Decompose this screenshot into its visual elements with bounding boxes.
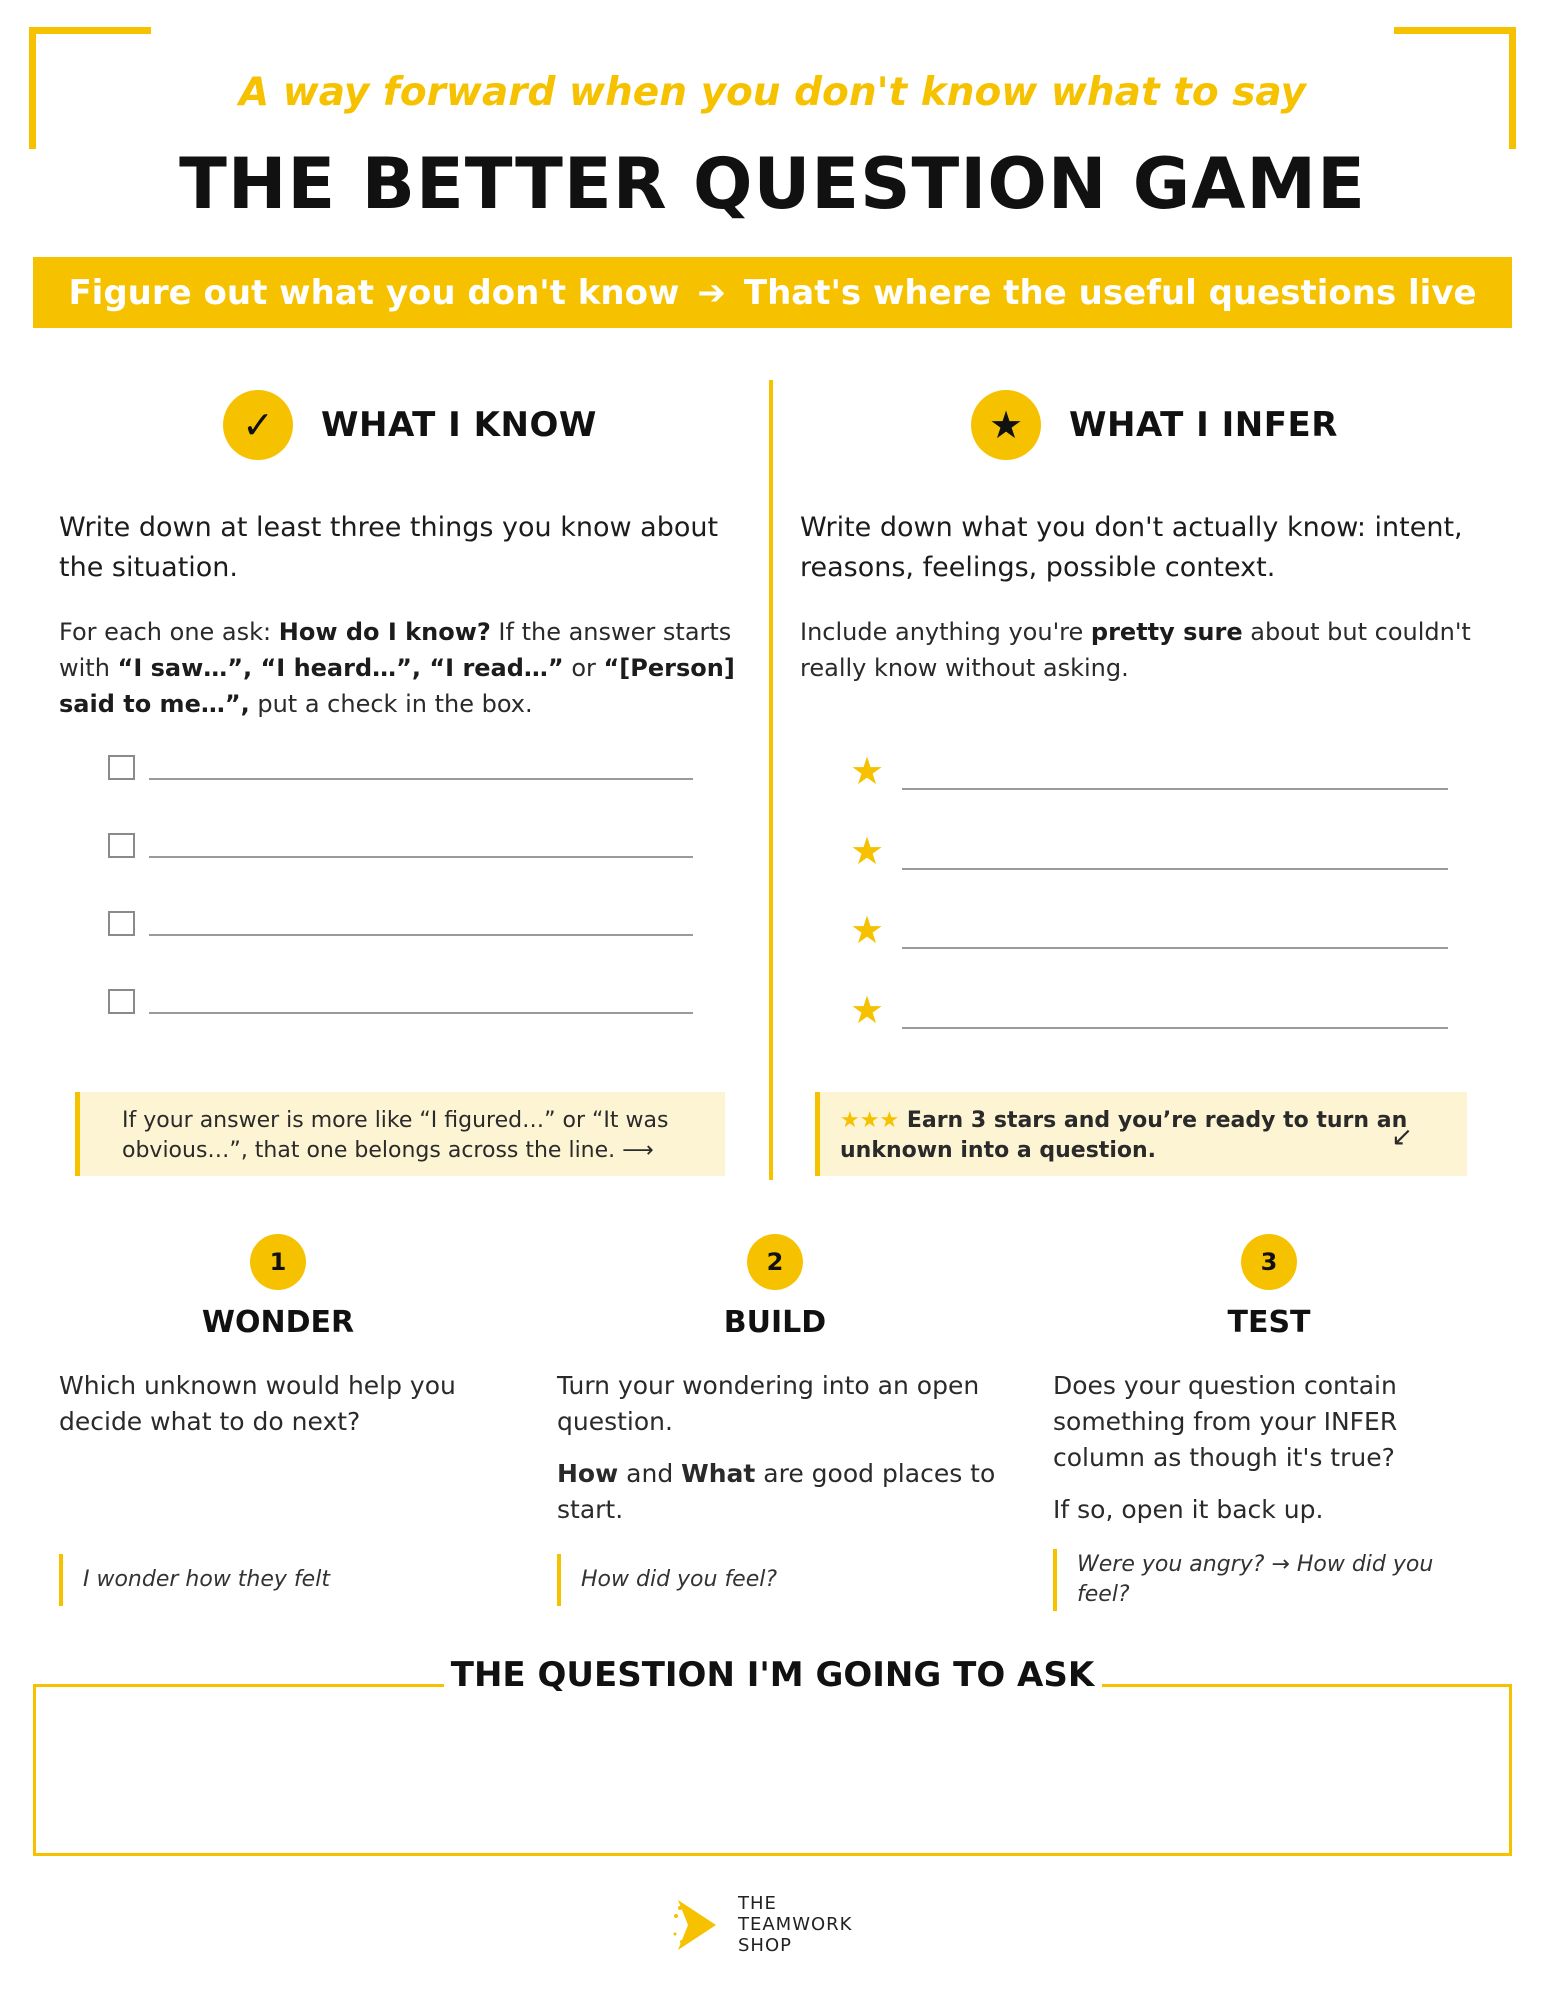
stars-icon: ★★★ xyxy=(840,1108,900,1133)
infer-entry-row[interactable] xyxy=(850,988,1448,1032)
write-line[interactable] xyxy=(149,934,693,936)
infer-instructions xyxy=(800,614,1490,686)
know-note: If your answer is more like “I figured…” or “It was obvious…”, that one belongs across the line. ⟶ xyxy=(75,1092,725,1176)
logo-line-1: THE xyxy=(738,1893,777,1914)
logo-line-2: TEAMWORK xyxy=(738,1914,853,1935)
step-body-text: Does your question contain something from your INFER column as though it's true? xyxy=(1053,1371,1398,1472)
step-number-badge: 1 xyxy=(250,1234,306,1290)
infer-entry-row[interactable] xyxy=(850,749,1448,793)
step-body-text: Turn your wondering into an open question. xyxy=(557,1371,980,1436)
step-body-text-2 xyxy=(557,1456,997,1528)
know-instr-text-1: For each one ask: xyxy=(59,618,279,646)
checkbox[interactable] xyxy=(108,911,135,936)
know-lead: Write down at least three things you know about the situation. xyxy=(59,512,719,583)
know-instr-bold-3: “[Person] said to me…”, xyxy=(59,654,735,718)
star-icon: ★ xyxy=(850,749,885,793)
infer-entry-row[interactable] xyxy=(850,829,1448,873)
banner-left-text: Figure out what you don't know xyxy=(68,272,680,313)
write-line[interactable] xyxy=(902,947,1448,949)
infer-column xyxy=(800,390,1490,686)
question-answer-box[interactable] xyxy=(33,1684,1512,1856)
star-icon: ★ xyxy=(850,988,885,1032)
page-title: THE BETTER QUESTION GAME xyxy=(179,143,1366,225)
star-icon: ★ xyxy=(850,829,885,873)
checkbox[interactable] xyxy=(108,989,135,1014)
step-body xyxy=(557,1368,997,1544)
write-line[interactable] xyxy=(902,1027,1448,1029)
step-body-bold: How xyxy=(557,1459,619,1488)
infer-instr-text-2: about but couldn't really know without asking. xyxy=(800,618,1471,682)
teamwork-shop-logo-icon xyxy=(672,1896,722,1954)
write-line[interactable] xyxy=(902,788,1448,790)
infer-note-text: Earn 3 stars and you’re ready to turn an unknown into a question. xyxy=(840,1108,1408,1163)
write-line[interactable] xyxy=(149,856,693,858)
step-body xyxy=(59,1368,499,1456)
know-instr-bold-2: “I saw…”, “I heard…”, “I read…” xyxy=(117,654,564,682)
step-example: How did you feel? xyxy=(557,1554,977,1606)
step-number-badge: 2 xyxy=(747,1234,803,1290)
know-entry-row[interactable] xyxy=(108,755,693,780)
write-line[interactable] xyxy=(149,1012,693,1014)
write-line[interactable] xyxy=(902,868,1448,870)
infer-heading-text: WHAT I INFER xyxy=(1069,405,1338,445)
know-entry-row[interactable] xyxy=(108,911,693,936)
logo-line-3: SHOP xyxy=(738,1935,792,1956)
step-title: TEST xyxy=(1227,1305,1311,1340)
column-divider xyxy=(769,380,773,1180)
know-instr-text-4: put a check in the box. xyxy=(249,690,533,718)
infer-heading xyxy=(800,390,1490,460)
step-title: WONDER xyxy=(201,1305,355,1340)
checkbox[interactable] xyxy=(108,755,135,780)
know-instr-text-2: If the answer starts with xyxy=(59,618,732,682)
know-heading-text: WHAT I KNOW xyxy=(321,405,597,445)
checkbox[interactable] xyxy=(108,833,135,858)
write-line[interactable] xyxy=(149,778,693,780)
know-instr-bold-1: How do I know? xyxy=(278,618,491,646)
step-number-badge: 3 xyxy=(1241,1234,1297,1290)
arrow-down-left-icon: ↙ xyxy=(1391,1122,1413,1152)
infer-entry-row[interactable] xyxy=(850,908,1448,952)
step-example: Were you angry? → How did you feel? xyxy=(1053,1549,1473,1611)
star-icon: ★ xyxy=(971,390,1041,460)
step-body-text: Which unknown would help you decide what to do next? xyxy=(59,1371,456,1436)
infer-note xyxy=(815,1092,1467,1176)
know-entry-row[interactable] xyxy=(108,833,693,858)
banner-right-text: That's where the useful questions live xyxy=(743,272,1477,313)
know-instr-text-3: or xyxy=(563,654,604,682)
infer-lead: Write down what you don't actually know: intent, reasons, feelings, possible context. xyxy=(800,512,1463,583)
step-title: BUILD xyxy=(723,1305,827,1340)
step-body-end: are good places to start. xyxy=(557,1459,996,1524)
step-body xyxy=(1053,1368,1493,1544)
logo xyxy=(672,1893,853,1956)
know-heading xyxy=(59,390,749,460)
step-body-bold: What xyxy=(681,1459,756,1488)
banner xyxy=(33,257,1512,328)
infer-instr-bold-1: pretty sure xyxy=(1090,618,1243,646)
infer-instr-text-1: Include anything you're xyxy=(800,618,1091,646)
logo-text xyxy=(738,1893,853,1956)
star-icon: ★ xyxy=(850,908,885,952)
arrow-right-icon: ➔ xyxy=(697,272,726,313)
know-instructions xyxy=(59,614,739,722)
know-entry-row[interactable] xyxy=(108,989,693,1014)
check-icon: ✓ xyxy=(223,390,293,460)
step-example: I wonder how they felt xyxy=(59,1554,479,1606)
know-column xyxy=(59,390,749,722)
question-box-title: THE QUESTION I'M GOING TO ASK xyxy=(450,1655,1095,1695)
page-subtitle: A way forward when you don't know what to say xyxy=(239,70,1306,115)
step-body-mid: and xyxy=(618,1459,682,1488)
step-body-text-2: If so, open it back up. xyxy=(1053,1495,1324,1524)
